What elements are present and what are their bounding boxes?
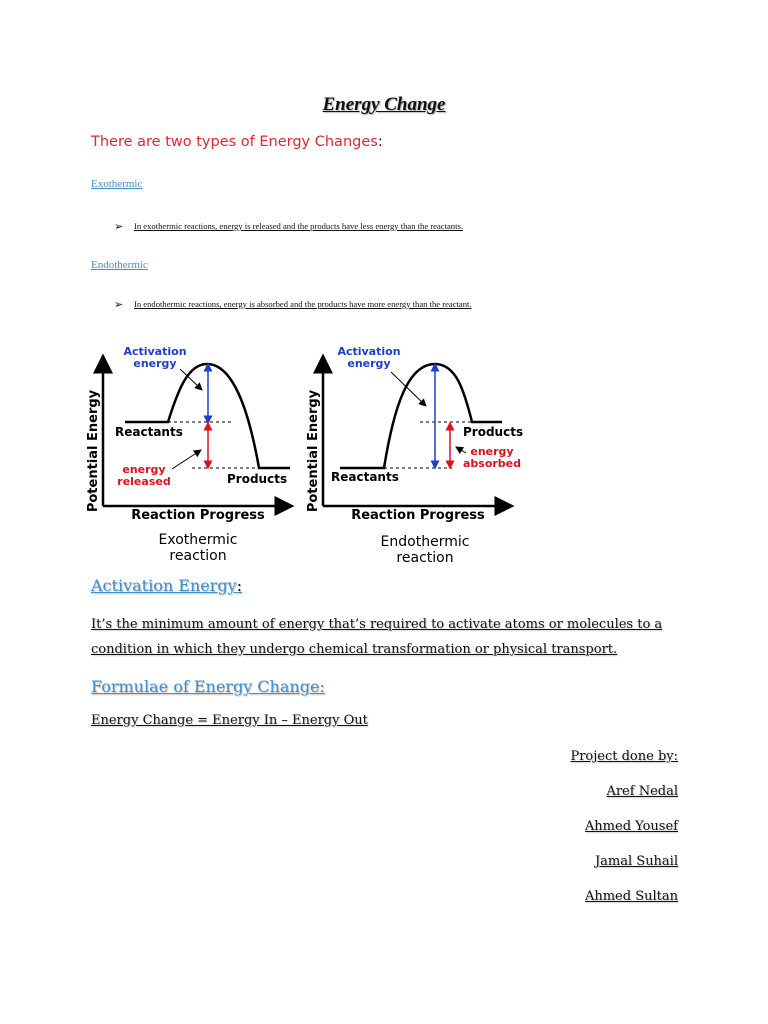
endo-energy-line2: absorbed xyxy=(462,457,522,470)
activation-energy-definition: It’s the minimum amount of energy that’s required to activate atoms or molecules to a condition in which they undergo chemical transformation or physical transport. xyxy=(91,617,663,657)
intro-colon: : xyxy=(377,134,383,150)
endo-energy-line1: energy xyxy=(470,445,514,458)
credit-name-4: Ahmed Sultan xyxy=(584,889,678,904)
credit-name-1: Aref Nedal xyxy=(606,784,678,799)
exo-activation-line2: energy xyxy=(133,357,177,370)
exo-reactants-label: Reactants xyxy=(115,425,183,439)
endo-xlabel: Reaction Progress xyxy=(351,508,485,523)
energy-diagram xyxy=(72,336,542,568)
intro-line xyxy=(91,134,383,150)
activation-energy-heading-text: Activation Energy xyxy=(91,576,237,595)
credit-name-2: Ahmed Yousef xyxy=(584,819,678,834)
exo-energy-line1: energy xyxy=(122,463,166,476)
formula-heading: Formulae of Energy Change: xyxy=(91,677,325,696)
activation-energy-heading xyxy=(91,576,242,595)
exothermic-diagram xyxy=(86,345,292,564)
exo-caption-line1: Exothermic xyxy=(158,532,238,548)
exo-energy-pointer xyxy=(172,450,201,469)
endothermic-bullet-text: In endothermic reactions, energy is absorbed and the products have more energy than the reactant. xyxy=(134,299,472,309)
arrow-bullet-icon: ➢ xyxy=(114,299,124,311)
exothermic-heading: Exothermic xyxy=(91,178,143,190)
exo-energy-line2: released xyxy=(117,475,171,488)
endo-activation-line1: Activation xyxy=(337,345,401,358)
endo-activation-pointer xyxy=(391,372,426,406)
exo-products-label: Products xyxy=(227,472,288,486)
endo-reactants-label: Reactants xyxy=(331,470,399,484)
endothermic-bullet xyxy=(114,298,472,311)
credit-name-3: Jamal Suhail xyxy=(594,854,678,869)
intro-text: There are two types of Energy Changes xyxy=(91,134,378,150)
arrow-bullet-icon: ➢ xyxy=(114,221,124,233)
activation-energy-colon: : xyxy=(236,576,242,595)
exo-xlabel: Reaction Progress xyxy=(131,508,265,523)
endothermic-heading: Endothermic xyxy=(91,259,148,271)
credits-label: Project done by: xyxy=(570,749,678,764)
endo-energy-pointer xyxy=(456,447,466,453)
exothermic-bullet xyxy=(114,220,463,233)
endo-products-label: Products xyxy=(463,425,524,439)
endo-activation-line2: energy xyxy=(347,357,391,370)
endo-caption-line2: reaction xyxy=(396,550,454,566)
endothermic-diagram xyxy=(306,345,523,566)
exo-activation-line1: Activation xyxy=(123,345,187,358)
endo-ylabel: Potential Energy xyxy=(306,389,321,513)
energy-change-formula: Energy Change = Energy In – Energy Out xyxy=(91,713,368,728)
exo-ylabel: Potential Energy xyxy=(86,389,101,513)
exothermic-bullet-text: In exothermic reactions, energy is released and the products have less energy than the reactants. xyxy=(134,221,463,231)
exo-caption-line2: reaction xyxy=(169,548,227,564)
endo-caption-line1: Endothermic xyxy=(380,534,470,550)
page-title: Energy Change xyxy=(322,94,446,115)
